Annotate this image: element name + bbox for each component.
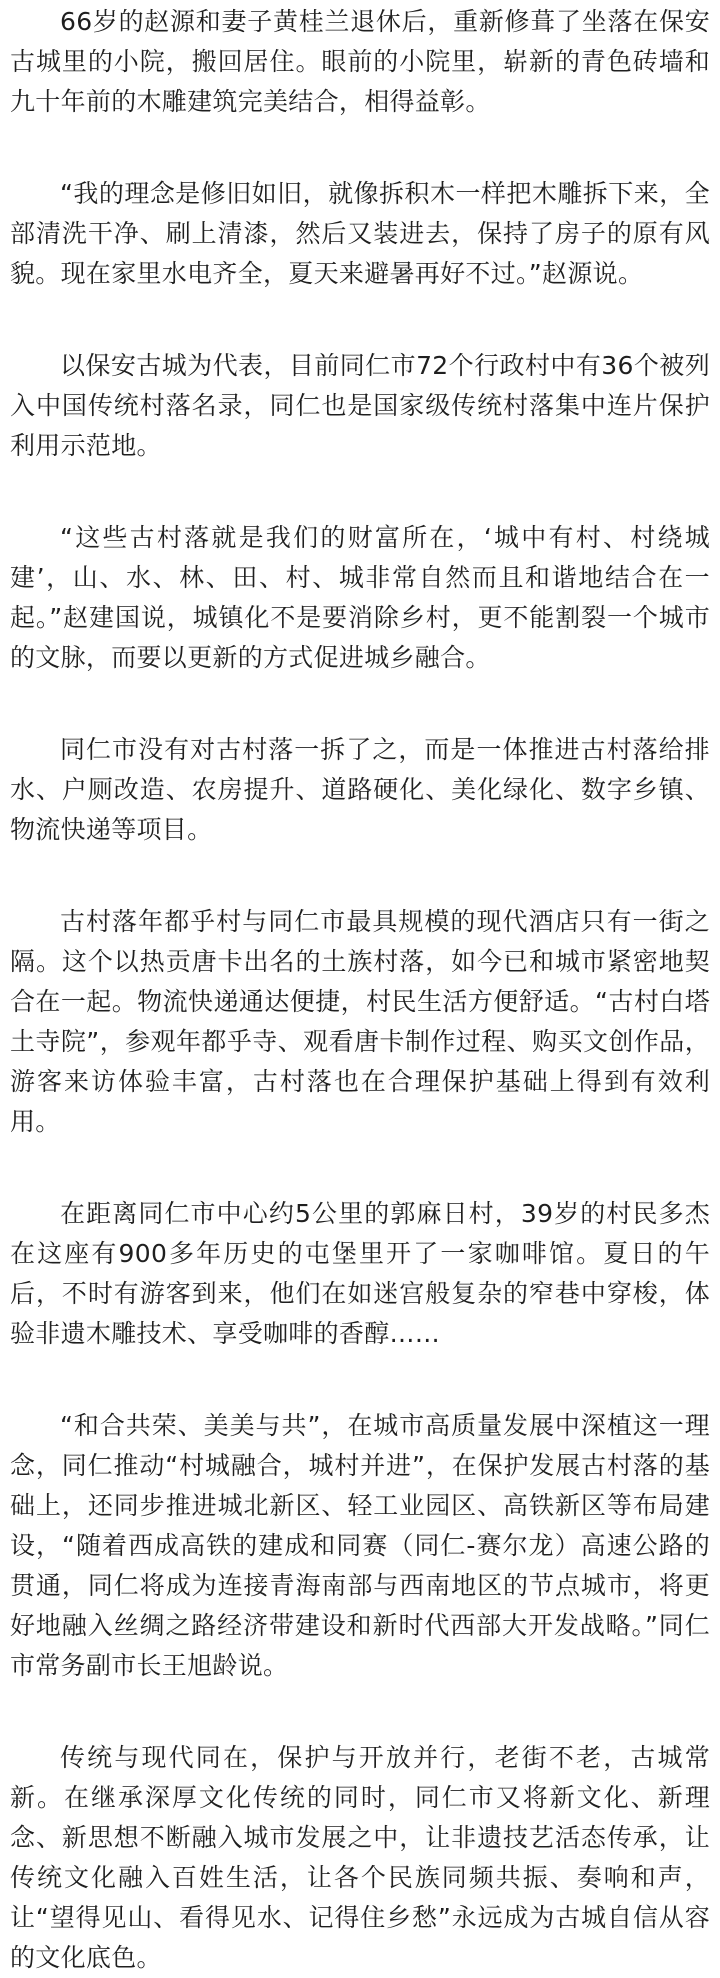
paragraph-2: “我的理念是修旧如旧，就像拆积木一样把木雕拆下来，全部清洗干净、刷上清漆，然后又装进去，保持了房子的原有风貌。现在家里水电齐全，夏天来避暑再好不过。”赵源说。 xyxy=(10,179,710,288)
paragraph-spacer xyxy=(10,122,710,174)
paragraph-spacer xyxy=(10,466,710,518)
paragraph-spacer xyxy=(10,1354,710,1406)
paragraph-spacer xyxy=(10,850,710,902)
paragraph-9: 传统与现代同在，保护与开放并行，老街不老，古城常新。在继承深厚文化传统的同时，同仁市又将新文化、新理念、新思想不断融入城市发展之中，让非遗技艺活态传承，让传统文化融入百姓生活，让各个民族同频共振、奏响和声，让“望得见山、看得见水、记得住乡愁”永远成为古城自信从容的文化底色。 xyxy=(10,1743,710,1972)
paragraph-6: 古村落年都乎村与同仁市最具规模的现代酒店只有一街之隔。这个以热贡唐卡出名的土族村落，如今已和城市紧密地契合在一起。物流快递通达便捷，村民生活方便舒适。“古村白塔土寺院”，参观年都乎寺、观看唐卡制作过程、购买文创作品，游客来访体验丰富，古村落也在合理保护基础上得到有效利用。 xyxy=(10,907,710,1136)
paragraph-5: 同仁市没有对古村落一拆了之，而是一体推进古村落给排水、户厕改造、农房提升、道路硬化、美化绿化、数字乡镇、物流快递等项目。 xyxy=(10,735,710,844)
paragraph-spacer xyxy=(10,678,710,730)
paragraph-8: “和合共荣、美美与共”，在城市高质量发展中深植这一理念，同仁推动“村城融合，城村并进”，在保护发展古村落的基础上，还同步推进城北新区、轻工业园区、高铁新区等布局建设，“随着西成高铁的建成和同赛（同仁-赛尔龙）高速公路的贯通，同仁将成为连接青海南部与西南地区的节点城市，将更好地融入丝绸之路经济带建设和新时代西部大开发战略。”同仁市常务副市长王旭龄说。 xyxy=(10,1411,710,1680)
paragraph-1: 66岁的赵源和妻子黄桂兰退休后，重新修葺了坐落在保安古城里的小院，搬回居住。眼前的小院里，崭新的青色砖墙和九十年前的木雕建筑完美结合，相得益彰。 xyxy=(10,7,710,116)
paragraph-spacer xyxy=(10,1686,710,1738)
paragraph-spacer xyxy=(10,294,710,346)
paragraph-7: 在距离同仁市中心约5公里的郭麻日村，39岁的村民多杰在这座有900多年历史的屯堡里开了一家咖啡馆。夏日的午后，不时有游客到来，他们在如迷宫般复杂的窄巷中穿梭，体验非遗木雕技术、享受咖啡的香醇…… xyxy=(10,1199,710,1348)
paragraph-4: “这些古村落就是我们的财富所在，‘城中有村、村绕城建’，山、水、林、田、村、城非常自然而且和谐地结合在一起。”赵建国说，城镇化不是要消除乡村，更不能割裂一个城市的文脉，而要以更新的方式促进城乡融合。 xyxy=(10,523,710,672)
paragraph-3: 以保安古城为代表，目前同仁市72个行政村中有36个被列入中国传统村落名录，同仁也是国家级传统村落集中连片保护利用示范地。 xyxy=(10,351,710,460)
paragraph-spacer xyxy=(10,1142,710,1194)
